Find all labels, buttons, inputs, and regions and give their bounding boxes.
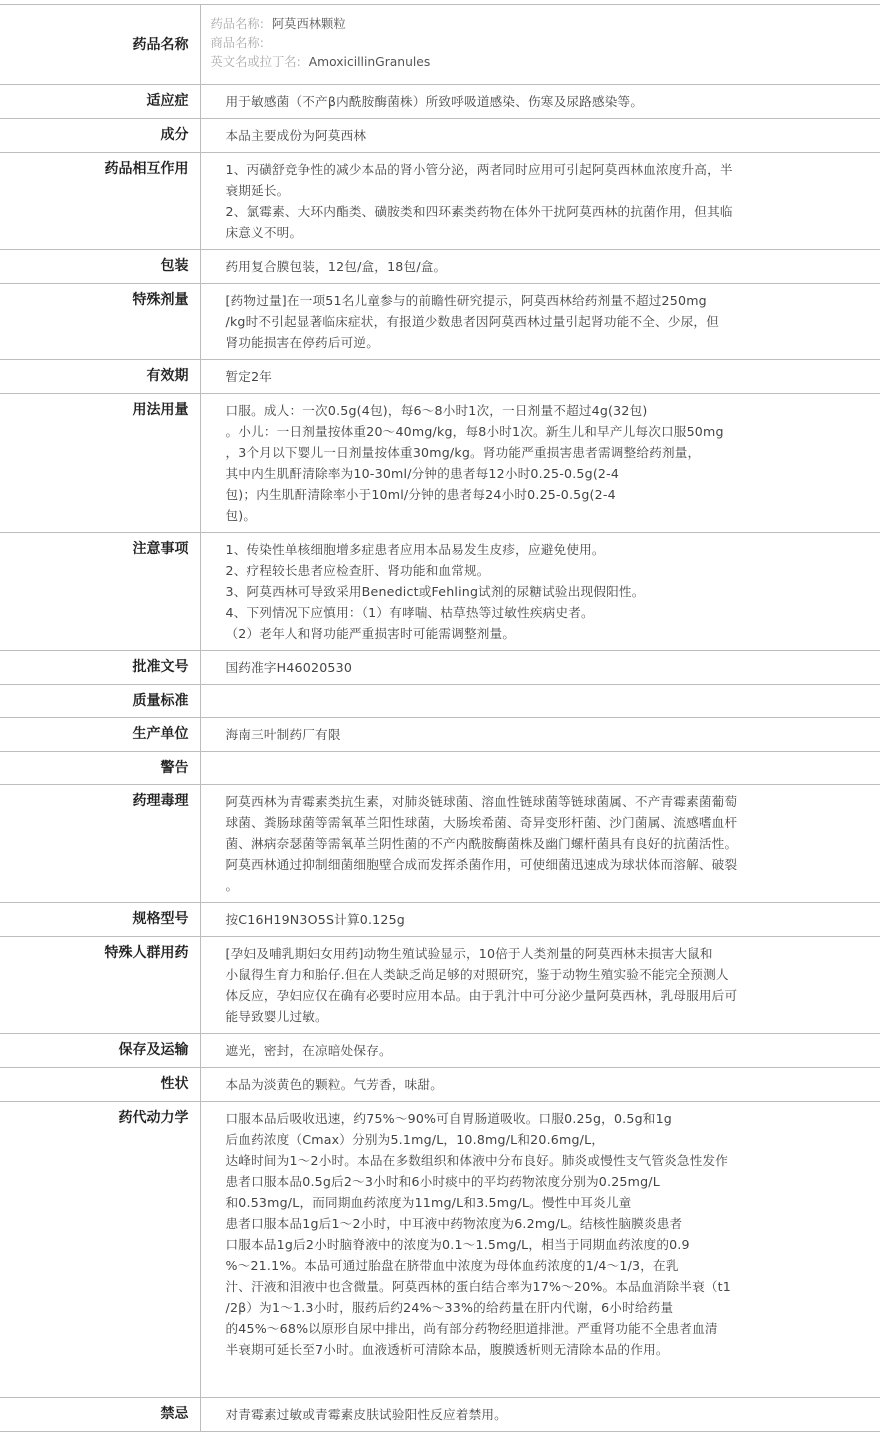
row-value-cell <box>200 85 880 119</box>
row-label-cell <box>0 153 200 250</box>
row-label: 药品名称 <box>0 5 200 85</box>
row-label-cell <box>0 1398 200 1432</box>
row-label: 有效期 <box>146 368 189 384</box>
spec-row <box>0 360 880 394</box>
row-value-cell <box>200 360 880 394</box>
row-value-cell <box>200 651 880 685</box>
spec-row <box>0 937 880 1034</box>
row-label-cell <box>0 752 200 785</box>
row-value: 口服。成人：一次0.5g(4包)，每6～8小时1次，一日剂量不超过4g(32包) 。小儿：一日剂量按体重20～40mg/kg，每8小时1次。新生儿和早产儿每次口服50mg ，3个月以下婴儿一日剂量按体重30mg/kg。肾功能严重损害患者需调整给药剂量， 其中内生肌酐清除率为10-30ml/分钟的患者每12小时0.25-0.5g(2-4 包)；内生肌酐清除率小于10ml/分钟的患者每24小时0.25-0.5g(2-4 包)。 <box>225 403 724 523</box>
row-value-cell <box>200 284 880 360</box>
row-value: 药用复合膜包装，12包/盒，18包/盒。 <box>225 259 447 274</box>
spec-row <box>0 685 880 718</box>
row-label: 药理毒理 <box>132 793 189 809</box>
row-label-cell <box>0 533 200 651</box>
row-value-cell <box>200 718 880 752</box>
row-value: [药物过量]在一项51名儿童参与的前瞻性研究提示，阿莫西林给药剂量不超过250mg /kg时不引起显著临床症状，有报道少数患者因阿莫西林过量引起肾功能不全、少尿，但 肾功能损害在停药后可逆。 <box>225 293 719 350</box>
row-value: 暂定2年 <box>225 369 273 384</box>
row-label: 特殊人群用药 <box>104 945 189 961</box>
row-value: 按C16H19N3O5S计算0.125g <box>225 912 405 927</box>
row-label-cell <box>0 85 200 119</box>
row-label: 适应症 <box>146 93 189 109</box>
spec-row <box>0 903 880 937</box>
row-value: 1、丙磺舒竞争性的减少本品的肾小管分泌，两者同时应用可引起阿莫西林血浓度升高，半 衰期延长。 2、氯霉素、大环内酯类、磺胺类和四环素类药物在体外干扰阿莫西林的抗菌作用，但其临 床意义不明。 <box>225 162 733 240</box>
row-label: 特殊剂量 <box>132 292 189 308</box>
spec-row <box>0 785 880 903</box>
row-label: 质量标准 <box>132 693 189 709</box>
row-label-cell <box>0 718 200 752</box>
row-value-cell <box>200 1102 880 1398</box>
row-value: 口服本品后吸收迅速，约75%～90%可自胃肠道吸收。口服0.25g，0.5g和1g 后血药浓度（Cmax）分别为5.1mg/L，10.8mg/L和20.6mg/L， 达峰时间为1～2小时。本品在多数组织和体液中分布良好。肺炎或慢性支气管炎急性发作 患者口服本品0.5g后2～3小时和6小时痰中的平均药物浓度分别为0.25mg/L 和0.53mg/L，而同期血药浓度为11mg/L和3.5mg/L。慢性中耳炎儿童 患者口服本品1g后1～2小时，中耳液中药物浓度为6.2mg/L。结核性脑膜炎患者 口服本品1g后2小时脑脊液中的浓度为0.1～1.5mg/L，相当于同期血药浓度的0.9 %～21.1%。本品可通过胎盘在脐带血中浓度为母体血药浓度的1/4～1/3，在乳 汁、汗液和泪液中也含微量。阿莫西林的蛋白结合率为17%～20%。本品血消除半衰（t1 /2β）为1～1.3小时，服药后约24%～33%的给药量在肝内代谢，6小时给药量 的45%～68%以原形自尿中排出，尚有部分药物经胆道排泄。严重肾功能不全患者血清 半衰期可延长至7小时。血液透析可清除本品，腹膜透析则无清除本品的作用。 <box>225 1111 732 1357</box>
row-value-cell <box>200 153 880 250</box>
row-value: 1、传染性单核细胞增多症患者应用本品易发生皮疹，应避免使用。 2、疗程较长患者应检查肝、肾功能和血常规。 3、阿莫西林可导致采用Benedict或Fehling试剂的尿糖试验出现假阳性。 4、下列情况下应慎用：（1）有哮喘、枯草热等过敏性疾病史者。 （2）老年人和肾功能严重损害时可能需调整剂量。 <box>225 542 645 641</box>
row-label: 保存及运输 <box>118 1042 189 1058</box>
row-label-cell <box>0 903 200 937</box>
row-value <box>226 752 791 764</box>
row-value-cell <box>200 1398 880 1432</box>
row-label: 禁忌 <box>160 1406 189 1422</box>
row-label-cell <box>0 651 200 685</box>
row-value: 用于敏感菌（不产β内酰胺酶菌株）所致呼吸道感染、伤寒及尿路感染等。 <box>225 94 644 109</box>
row-label-cell <box>0 250 200 284</box>
row-label: 警告 <box>160 760 189 776</box>
row-value: 遮光，密封，在凉暗处保存。 <box>225 1043 392 1058</box>
row-value: 海南三叶制药厂有限 <box>225 727 341 742</box>
row-drug-name <box>0 5 880 85</box>
row-label-cell <box>0 937 200 1034</box>
row-label: 用法用量 <box>132 402 189 418</box>
row-label-cell <box>0 1068 200 1102</box>
spec-row <box>0 284 880 360</box>
row-value-cell <box>200 752 880 785</box>
generic-name-line: 药品名称: 阿莫西林颗粒 <box>210 17 346 31</box>
row-label: 药代动力学 <box>118 1110 189 1126</box>
spec-row <box>0 119 880 153</box>
row-label-cell <box>0 1034 200 1068</box>
spec-row <box>0 1102 880 1398</box>
row-value <box>226 685 791 697</box>
row-value: 阿莫西林为青霉素类抗生素，对肺炎链球菌、溶血性链球菌等链球菌属、不产青霉素菌葡萄 球菌、粪肠球菌等需氧革兰阳性球菌，大肠埃希菌、奇异变形杆菌、沙门菌属、流感嗜血杆 菌、淋病奈瑟菌等需氧革兰阴性菌的不产内酰胺酶菌株及幽门螺杆菌具有良好的抗菌活性。 阿莫西林通过抑制细菌细胞壁合成而发挥杀菌作用，可使细菌迅速成为球状体而溶解、破裂 。 <box>225 794 738 893</box>
row-label-cell <box>0 360 200 394</box>
row-label-cell <box>0 284 200 360</box>
row-value-cell <box>200 785 880 903</box>
row-value: 对青霉素过敏或青霉素皮肤试验阳性反应着禁用。 <box>225 1407 507 1422</box>
row-value-cell <box>200 937 880 1034</box>
row-label-cell <box>0 394 200 533</box>
spec-row <box>0 1034 880 1068</box>
spec-row <box>0 1068 880 1102</box>
row-label: 性状 <box>160 1076 189 1092</box>
row-label: 生产单位 <box>132 726 189 742</box>
row-label: 药品相互作用 <box>104 161 189 177</box>
row-value-cell <box>200 685 880 718</box>
row-label-cell <box>0 785 200 903</box>
row-label-cell <box>0 1102 200 1398</box>
spec-row <box>0 533 880 651</box>
spec-row <box>0 153 880 250</box>
row-value-cell <box>200 250 880 284</box>
spec-row <box>0 394 880 533</box>
row-label: 包装 <box>160 258 189 274</box>
row-value-cell <box>200 119 880 153</box>
spec-table-body <box>0 5 880 1432</box>
drug-name-block <box>200 5 880 85</box>
row-value-cell <box>200 394 880 533</box>
row-value-cell <box>200 903 880 937</box>
spec-row <box>0 752 880 785</box>
row-label: 注意事项 <box>132 541 189 557</box>
row-label: 成分 <box>160 127 189 143</box>
row-value-cell <box>200 1068 880 1102</box>
drug-spec-table <box>0 4 880 1432</box>
row-label-cell <box>0 685 200 718</box>
row-label-cell <box>0 119 200 153</box>
row-label: 批准文号 <box>132 659 189 675</box>
spec-row <box>0 250 880 284</box>
spec-row <box>0 718 880 752</box>
spec-row <box>0 1398 880 1432</box>
row-value: 本品主要成份为阿莫西林 <box>225 128 367 143</box>
row-value: [孕妇及哺乳期妇女用药]动物生殖试验显示，10倍于人类剂量的阿莫西林未损害大鼠和 小鼠得生育力和胎仔.但在人类缺乏尚足够的对照研究，鉴于动物生殖实验不能完全预测人 体反应，孕妇应仅在确有必要时应用本品。由于乳汁中可分泌少量阿莫西林，乳母服用后可 能导致婴儿过敏。 <box>225 946 738 1024</box>
spec-row <box>0 651 880 685</box>
row-value: 国药准字H46020530 <box>225 660 353 675</box>
row-value: 本品为淡黄色的颗粒。气芳香，味甜。 <box>225 1077 443 1092</box>
spec-row <box>0 85 880 119</box>
row-value-cell <box>200 1034 880 1068</box>
row-value-cell <box>200 533 880 651</box>
row-label: 规格型号 <box>132 911 189 927</box>
english-name-line: 英文名或拉丁名: AmoxicillinGranules <box>210 55 431 69</box>
trade-name-line: 商品名称: <box>210 36 264 50</box>
